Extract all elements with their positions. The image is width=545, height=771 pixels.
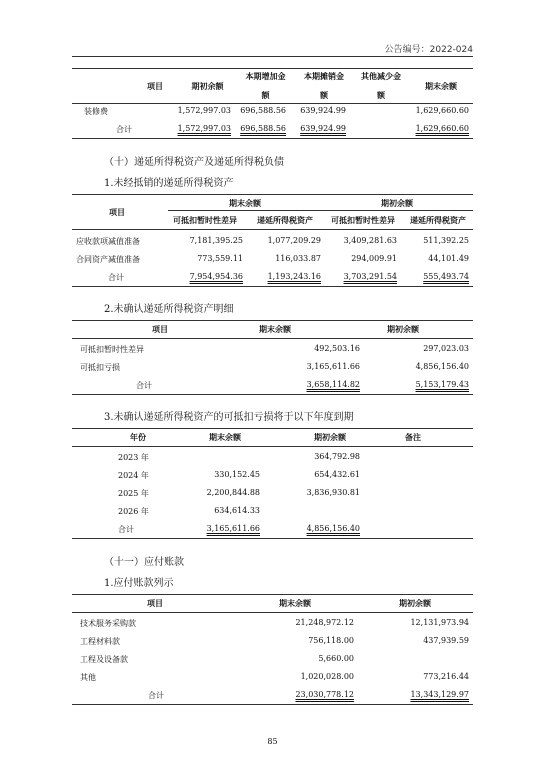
subsection-title: 2.未确认递延所得税资产明细 xyxy=(104,304,234,315)
col-header-item: 项目 xyxy=(109,208,125,217)
row-total-label: 合计 xyxy=(116,125,132,134)
col-header-other: 其他减少金 xyxy=(361,72,401,81)
page-number: 85 xyxy=(267,737,278,746)
col-header-amortize: 本期摊销金 xyxy=(304,72,344,81)
section-title-payables: （十一）应付账款 xyxy=(104,557,184,568)
subsection-title: 1.未经抵销的递延所得税资产 xyxy=(104,178,234,189)
subsection-title: 1.应付账款列示 xyxy=(104,578,174,589)
col-header-begin: 期初余额 xyxy=(381,199,413,208)
header-rule xyxy=(72,56,473,57)
section-title-deferred-tax: （十）递延所得税资产及递延所得税负债 xyxy=(104,157,284,168)
subsection-title: 3.未确认递延所得税资产的可抵扣亏损将于以下年度到期 xyxy=(104,412,354,423)
col-header-begin: 期初余额 xyxy=(191,82,224,91)
announcement-number: 公告编号：2022-024 xyxy=(384,45,473,55)
col-header-increase: 本期增加金 xyxy=(245,72,286,81)
col-header-end: 期末余额 xyxy=(425,82,457,91)
col-header-item: 项目 xyxy=(147,82,163,91)
col-header-end: 期末余额 xyxy=(229,199,261,208)
row-label: 装修费 xyxy=(84,107,108,116)
